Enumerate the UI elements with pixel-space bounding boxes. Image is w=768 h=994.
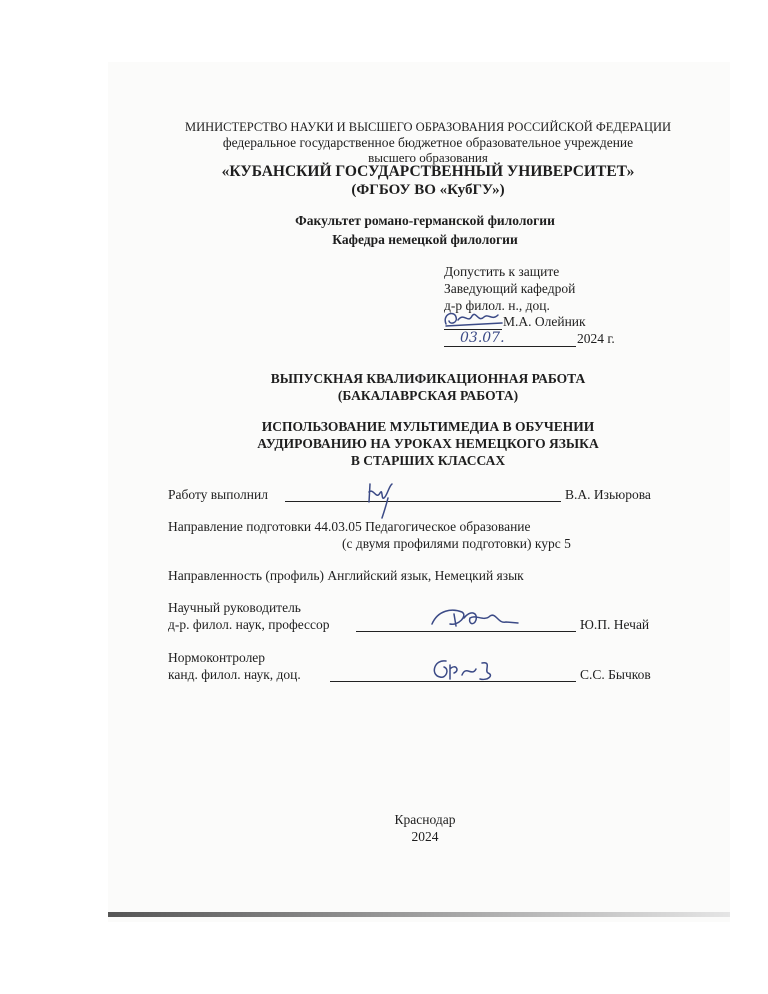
supervisor-signature bbox=[428, 604, 520, 632]
profile-line: Направленность (профиль) Английский язык, Немецкий язык bbox=[168, 568, 524, 583]
supervisor-label: Научный руководитель bbox=[168, 600, 301, 615]
page-bottom-edge bbox=[108, 912, 730, 917]
handwritten-date: 03.07. bbox=[460, 330, 505, 346]
head-name: М.А. Олейник bbox=[503, 314, 586, 329]
author-signature-line bbox=[285, 501, 561, 502]
direction-label: Направление подготовки 44.03.05 Педагогическое образование bbox=[168, 519, 531, 534]
ministry-line: МИНИСТЕРСТВО НАУКИ И ВЫСШЕГО ОБРАЗОВАНИЯ РОССИЙСКОЙ ФЕДЕРАЦИИ bbox=[184, 120, 672, 134]
norm-controller-label: Нормоконтролер bbox=[168, 650, 266, 665]
approval-line-2: Заведующий кафедрой bbox=[444, 281, 576, 296]
work-type-title: ВЫПУСКНАЯ КВАЛИФИКАЦИОННАЯ РАБОТА bbox=[270, 371, 586, 386]
direction-continuation: (с двумя профилями подготовки) курс 5 bbox=[342, 536, 571, 551]
department-name: Кафедра немецкой филологии bbox=[332, 232, 518, 247]
author-signature bbox=[362, 478, 404, 520]
author-name: В.А. Изьюрова bbox=[565, 487, 651, 502]
thesis-title-line-1: ИСПОЛЬЗОВАНИЕ МУЛЬТИМЕДИА В ОБУЧЕНИИ bbox=[261, 419, 595, 434]
norm-controller-degree: канд. филол. наук, доц. bbox=[168, 667, 301, 682]
supervisor-degree: д-р. филол. наук, профессор bbox=[168, 617, 330, 632]
approval-line-1: Допустить к защите bbox=[444, 264, 560, 279]
norm-controller-name: С.С. Бычков bbox=[580, 667, 651, 682]
year: 2024 bbox=[411, 829, 439, 844]
thesis-title-line-3: В СТАРШИХ КЛАССАХ bbox=[350, 453, 506, 468]
supervisor-name: Ю.П. Нечай bbox=[580, 617, 650, 632]
norm-controller-signature bbox=[428, 655, 500, 683]
approval-year: 2024 г. bbox=[577, 331, 615, 346]
faculty-name: Факультет романо-германской филологии bbox=[295, 213, 555, 228]
university-abbreviation: (ФГБОУ ВО «КубГУ») bbox=[351, 182, 505, 198]
university-name: «КУБАНСКИЙ ГОСУДАРСТВЕННЫЙ УНИВЕРСИТЕТ» bbox=[221, 163, 635, 180]
thesis-title-line-2: АУДИРОВАНИЮ НА УРОКАХ НЕМЕЦКОГО ЯЗЫКА bbox=[257, 436, 599, 451]
city: Краснодар bbox=[394, 812, 456, 827]
author-label: Работу выполнил bbox=[168, 487, 268, 502]
institution-type-line-2: высшего образования bbox=[368, 150, 488, 165]
head-signature bbox=[440, 306, 506, 330]
institution-type-line: федеральное государственное бюджетное образовательное учреждение bbox=[222, 135, 634, 150]
approval-line-3: д-р филол. н., доц. bbox=[444, 298, 550, 313]
approval-date-line bbox=[444, 346, 576, 347]
work-type-subtitle: (БАКАЛАВРСКАЯ РАБОТА) bbox=[337, 388, 519, 403]
